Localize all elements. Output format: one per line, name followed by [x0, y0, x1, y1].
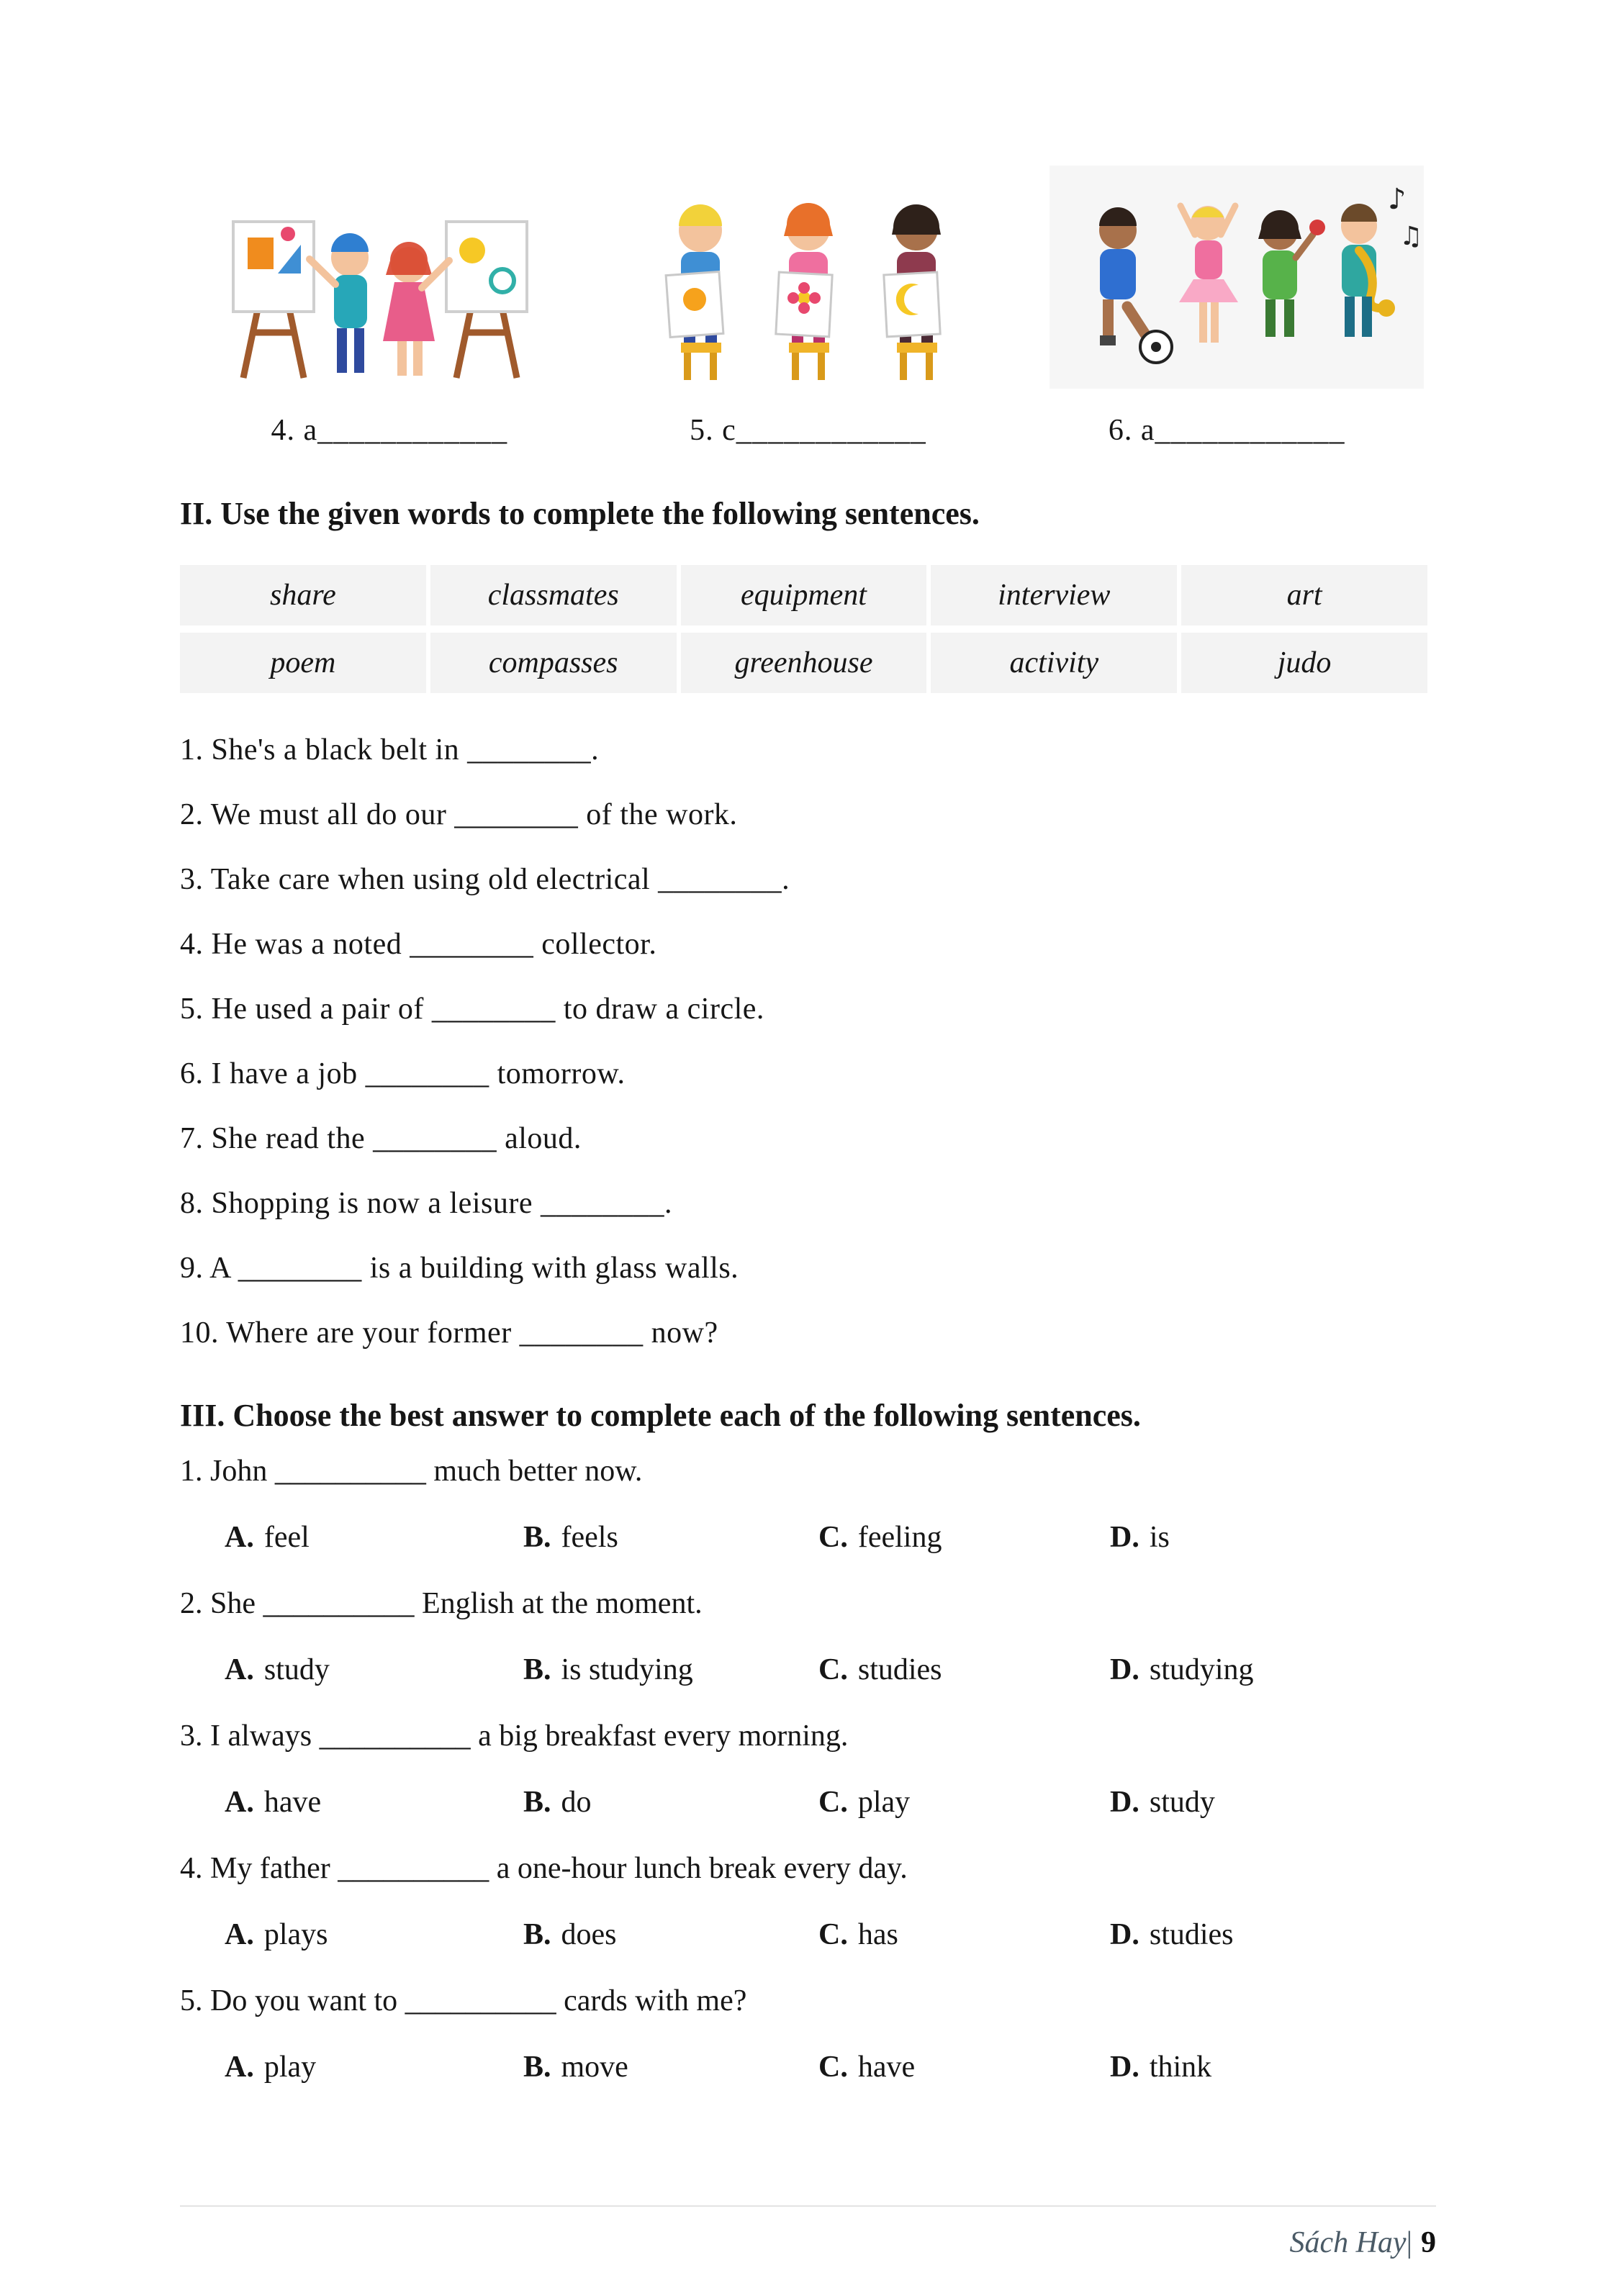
- options-row: [180, 1769, 1436, 1835]
- option-a: A. feel: [225, 1521, 310, 1554]
- options-row: [180, 1504, 1436, 1570]
- kids-drawings-image: [639, 166, 978, 389]
- question-stem: 2. She __________ English at the moment.: [180, 1587, 703, 1620]
- word-bank-cell: greenhouse: [681, 633, 927, 693]
- option-d: D. think: [1110, 2051, 1212, 2084]
- word-bank-cell: share: [180, 565, 426, 625]
- option-d: D. is: [1110, 1521, 1170, 1554]
- caption-4: 4. a____________: [271, 414, 508, 447]
- question-stem: 5. Do you want to __________ cards with me?: [180, 1984, 747, 2017]
- option-c: C. have: [818, 2051, 916, 2084]
- word-bank-cell: judo: [1181, 633, 1427, 693]
- footer-divider-line: [180, 2205, 1436, 2207]
- kids-activities-image: [1050, 166, 1424, 389]
- sentence-line: 8. Shopping is now a leisure ________.: [180, 1187, 672, 1220]
- question-stem: 3. I always __________ a big breakfast every morning.: [180, 1719, 849, 1753]
- word-bank-cell: activity: [931, 633, 1177, 693]
- question-stem: 4. My father __________ a one-hour lunch break every day.: [180, 1852, 908, 1885]
- options-row: [180, 1637, 1436, 1703]
- page-footer: [180, 2205, 1436, 2260]
- sentence-line: 7. She read the ________ aloud.: [180, 1122, 582, 1155]
- caption-6: 6. a____________: [1108, 414, 1345, 447]
- mc-question-4: [180, 1835, 1436, 1968]
- mc-question-2: [180, 1570, 1436, 1703]
- fill-in-sentences: [180, 718, 1436, 1365]
- option-b: B. does: [523, 1918, 617, 1951]
- word-bank-cell: compasses: [430, 633, 677, 693]
- sentence-line: 6. I have a job ________ tomorrow.: [180, 1057, 626, 1090]
- mc-question-1: [180, 1438, 1436, 1570]
- option-c: C. studies: [818, 1653, 942, 1686]
- sentence-line: 4. He was a noted ________ collector.: [180, 928, 657, 961]
- word-bank-cell: interview: [931, 565, 1177, 625]
- options-row: [180, 2034, 1436, 2100]
- word-bank-cell: art: [1181, 565, 1427, 625]
- illustration-drawings: [608, 166, 1008, 389]
- caption-5: 5. c____________: [690, 414, 926, 447]
- music-notes-icon: ♫: [1399, 222, 1422, 251]
- option-d: D. studies: [1110, 1918, 1234, 1951]
- question-stem: 1. John __________ much better now.: [180, 1455, 643, 1488]
- sentence-line: 5. He used a pair of ________ to draw a circle.: [180, 993, 764, 1026]
- footer-brand: Sách Hay: [1289, 2226, 1407, 2259]
- sentence-line: 10. Where are your former ________ now?: [180, 1316, 718, 1350]
- sentence-line: 3. Take care when using old electrical ________.: [180, 863, 790, 896]
- footer-separator: |: [1406, 2226, 1412, 2259]
- page-number: 9: [1421, 2226, 1436, 2259]
- option-a: A. plays: [225, 1918, 328, 1951]
- option-a: A. study: [225, 1653, 330, 1686]
- option-c: C. has: [818, 1918, 898, 1951]
- option-b: B. is studying: [523, 1653, 693, 1686]
- sentence-line: 9. A ________ is a building with glass walls.: [180, 1252, 739, 1285]
- word-bank-cell: classmates: [430, 565, 677, 625]
- section2-title: II. Use the given words to complete the following sentences.: [180, 496, 980, 531]
- mc-question-5: [180, 1968, 1436, 2100]
- option-c: C. feeling: [818, 1521, 942, 1554]
- section3-title: III. Choose the best answer to complete each of the following sentences.: [180, 1398, 1141, 1433]
- music-note-icon: ♪: [1387, 183, 1407, 216]
- word-bank-table: [176, 558, 1432, 700]
- mc-question-3: [180, 1703, 1436, 1835]
- kids-painting-image: [193, 166, 567, 389]
- options-row: [180, 1902, 1436, 1968]
- option-b: B. do: [523, 1786, 592, 1819]
- illustration-activities: [1037, 166, 1436, 389]
- option-a: A. play: [225, 2051, 317, 2084]
- sentence-line: 2. We must all do our ________ of the work.: [180, 798, 738, 831]
- option-d: D. studying: [1110, 1653, 1254, 1686]
- option-b: B. move: [523, 2051, 628, 2084]
- illustration-painting: [180, 166, 579, 389]
- word-bank-cell: equipment: [681, 565, 927, 625]
- captions-row: [180, 413, 1436, 448]
- illustrations-row: [180, 166, 1436, 389]
- option-c: C. play: [818, 1786, 911, 1819]
- sentence-line: 1. She's a black belt in ________.: [180, 733, 600, 767]
- option-a: A. have: [225, 1786, 322, 1819]
- option-d: D. study: [1110, 1786, 1215, 1819]
- option-b: B. feels: [523, 1521, 618, 1554]
- word-bank-cell: poem: [180, 633, 426, 693]
